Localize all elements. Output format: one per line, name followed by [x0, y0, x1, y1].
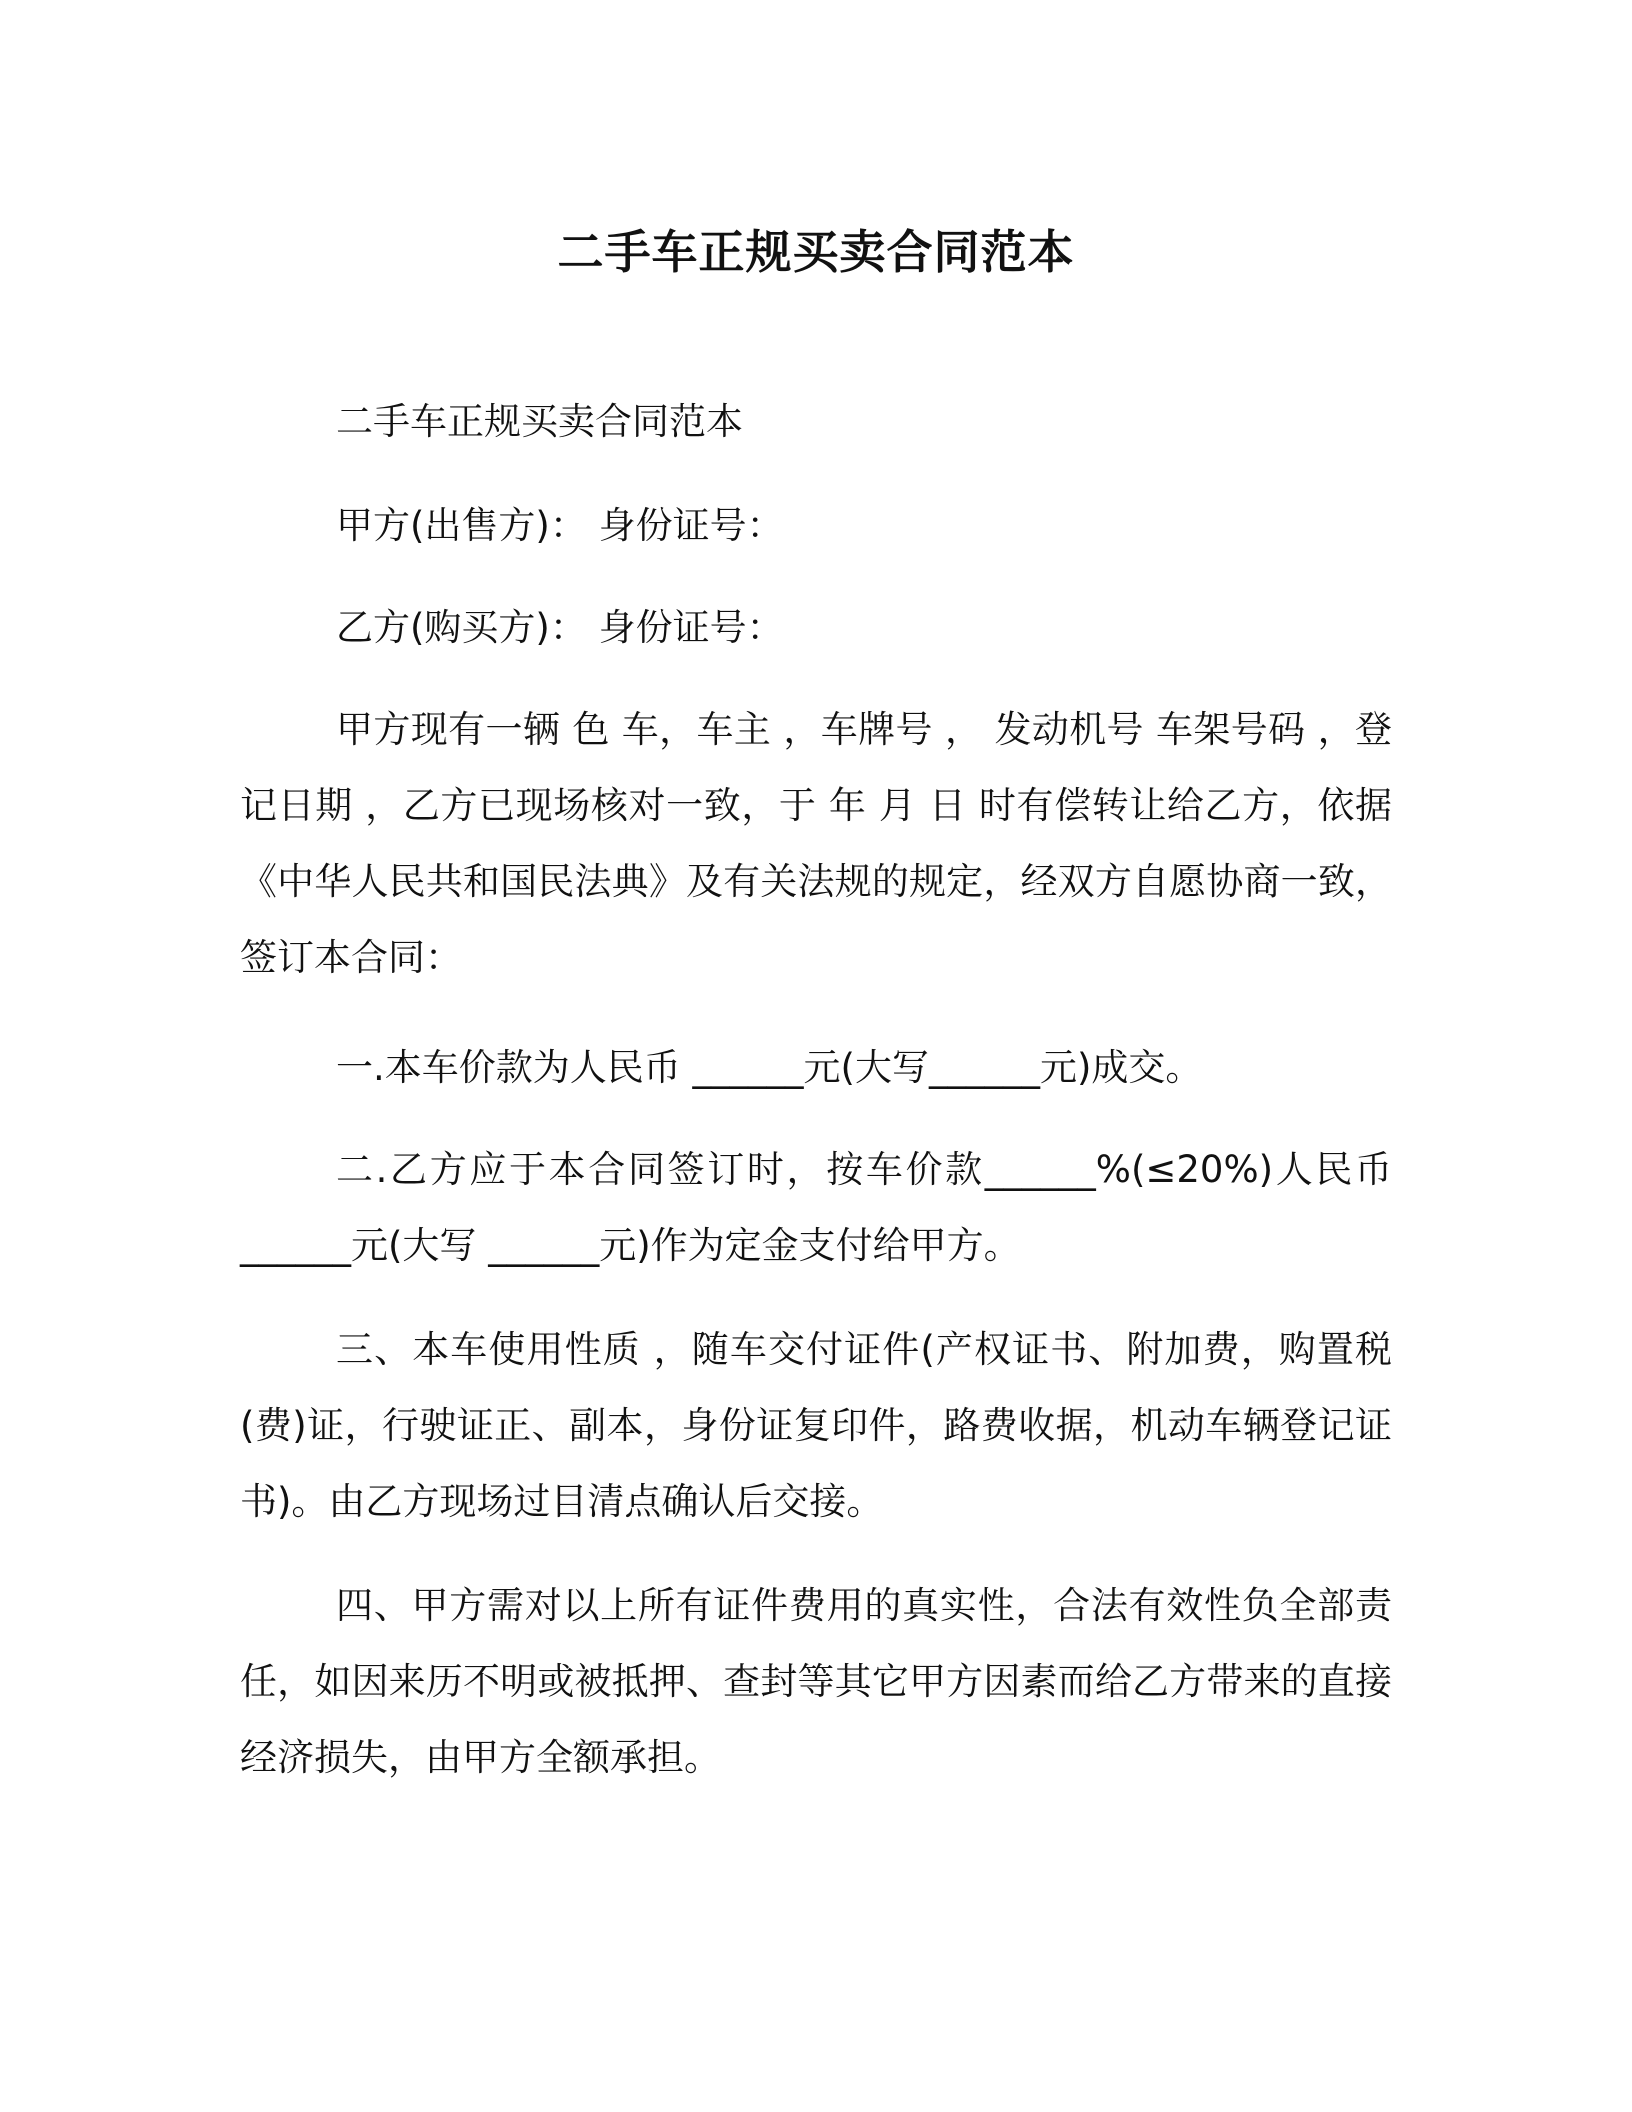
paragraph-clause-1: 一.本车价款为人民币 ______元(大写______元)成交。 — [336, 1046, 1203, 1089]
paragraph-clause-3: 三、本车使用性质 ，随车交付证件(产权证书、附加费，购置税(费)证，行驶证正、副本，身份证复印件，路费收据，机动车辆登记证书)。由乙方现场过目清点确认后交接。 — [240, 1328, 1392, 1523]
paragraph-vehicle-description: 甲方现有一辆 色 车，车主 ，车牌号 ， 发动机号 车架号码 ，登记日期 ，乙方已现场核对一致，于 年 月 日 时有偿转让给乙方，依据《中华人民共和国民法典》及有关法规的规定，经双方自愿协商一致，签订本合同： — [240, 708, 1392, 979]
paragraph-party-b: 乙方(购买方)： 身份证号： — [336, 606, 784, 649]
paragraph-subtitle: 二手车正规买卖合同范本 — [336, 400, 743, 443]
paragraph-clause-2: 二.乙方应于本合同签订时，按车价款______%(≤20%)人民币______元(大写 ______元)作为定金支付给甲方。 — [240, 1148, 1392, 1267]
paragraph-clause-4: 四、甲方需对以上所有证件费用的真实性，合法有效性负全部责任，如因来历不明或被抵押、查封等其它甲方因素而给乙方带来的直接经济损失，由甲方全额承担。 — [240, 1584, 1392, 1779]
document-title: 二手车正规买卖合同范本 — [557, 225, 1075, 279]
paragraph-party-a: 甲方(出售方)： 身份证号： — [336, 504, 784, 547]
